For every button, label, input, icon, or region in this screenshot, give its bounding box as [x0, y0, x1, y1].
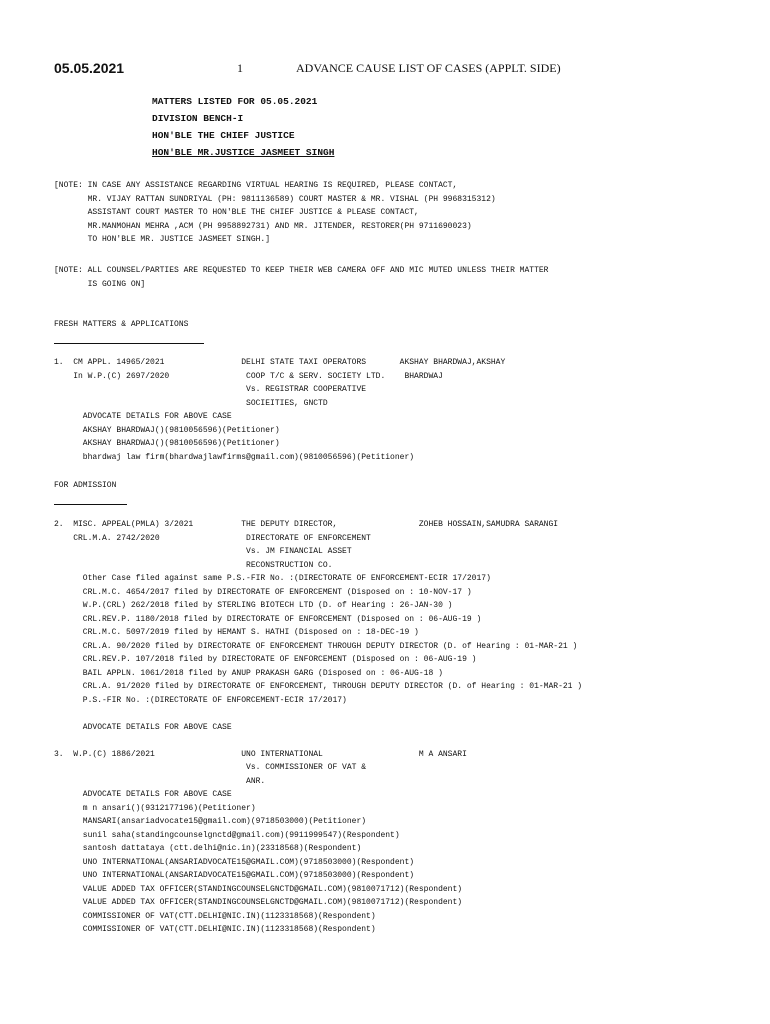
advocate-line: santosh dattataya (ctt.delhi@nic.in)(23318568)(Respondent) [54, 844, 362, 853]
advocate-heading: ADVOCATE DETAILS FOR ABOVE CASE [54, 723, 232, 732]
advocate-line: COMMISSIONER OF VAT(CTT.DELHI@NIC.IN)(1123318568)(Respondent) [54, 925, 376, 934]
section-divider [54, 504, 127, 505]
list-date: 05.05.2021 [54, 60, 125, 76]
case-line: Vs. COMMISSIONER OF VAT & [54, 763, 367, 772]
section-heading-admission: FOR ADMISSION [54, 481, 117, 490]
case-line: SOCIEITIES, GNCTD [54, 399, 328, 408]
advocate-line: COMMISSIONER OF VAT(CTT.DELHI@NIC.IN)(1123318568)(Respondent) [54, 912, 376, 921]
note-line: [NOTE: ALL COUNSEL/PARTIES ARE REQUESTED TO KEEP THEIR WEB CAMERA OFF AND MIC MUTED UNLESS THEIR MATTER [54, 266, 549, 275]
case-line: RECONSTRUCTION CO. [54, 561, 333, 570]
section-heading-fresh: FRESH MATTERS & APPLICATIONS [54, 320, 189, 329]
judge-chief-justice: HON'BLE THE CHIEF JUSTICE [152, 130, 295, 141]
case-line: In W.P.(C) 2697/2020 COOP T/C & SERV. SOCIETY LTD. BHARDWAJ [54, 372, 443, 381]
advocate-line: AKSHAY BHARDWAJ()(9810056596)(Petitioner) [54, 439, 280, 448]
case-line: CRL.M.A. 2742/2020 DIRECTORATE OF ENFORCEMENT [54, 534, 371, 543]
case-line: 1. CM APPL. 14965/2021 DELHI STATE TAXI OPERATORS AKSHAY BHARDWAJ,AKSHAY [54, 358, 506, 367]
case-line: Vs. REGISTRAR COOPERATIVE [54, 385, 367, 394]
division-bench: DIVISION BENCH-I [152, 113, 244, 124]
case-line: ANR. [54, 777, 266, 786]
note-line: IS GOING ON] [54, 280, 146, 289]
note-line: TO HON'BLE MR. JUSTICE JASMEET SINGH.] [54, 235, 271, 244]
case-line: 2. MISC. APPEAL(PMLA) 3/2021 THE DEPUTY DIRECTOR, ZOHEB HOSSAIN,SAMUDRA SARANGI [54, 520, 559, 529]
advocate-line: MANSARI(ansariadvocate15@gmail.com)(9718503000)(Petitioner) [54, 817, 367, 826]
advocate-line: ADVOCATE DETAILS FOR ABOVE CASE [54, 790, 232, 799]
related-case-line: BAIL APPLN. 1061/2018 filed by ANUP PRAKASH GARG (Disposed on : 06-AUG-18 ) [54, 669, 443, 678]
note-line: MR.MANMOHAN MEHRA ,ACM (PH 9958892731) AND MR. JITENDER, RESTORER(PH 9711690023) [54, 222, 472, 231]
matters-listed: MATTERS LISTED FOR 05.05.2021 [152, 96, 318, 107]
page-number: 1 [237, 61, 243, 75]
related-case-line: CRL.M.C. 5097/2019 filed by HEMANT S. HATHI (Disposed on : 18-DEC-19 ) [54, 628, 419, 637]
page-header [0, 60, 770, 80]
document-title: ADVANCE CAUSE LIST OF CASES (APPLT. SIDE) [296, 61, 561, 75]
note-line: MR. VIJAY RATTAN SUNDRIYAL (PH: 9811136589) COURT MASTER & MR. VISHAL (PH 9968315312) [54, 195, 496, 204]
related-case-line: Other Case filed against same P.S.-FIR No. :(DIRECTORATE OF ENFORCEMENT-ECIR 17/2017) [54, 574, 491, 583]
note-line: [NOTE: IN CASE ANY ASSISTANCE REGARDING VIRTUAL HEARING IS REQUIRED, PLEASE CONTACT, [54, 181, 458, 190]
case-line: 3. W.P.(C) 1886/2021 UNO INTERNATIONAL M A ANSARI [54, 750, 467, 759]
advocate-line: UNO INTERNATIONAL(ANSARIADVOCATE15@GMAIL.COM)(9718503000)(Respondent) [54, 858, 415, 867]
related-case-line: CRL.M.C. 4654/2017 filed by DIRECTORATE OF ENFORCEMENT (Disposed on : 10-NOV-17 ) [54, 588, 472, 597]
related-case-line: P.S.-FIR No. :(DIRECTORATE OF ENFORCEMENT-ECIR 17/2017) [54, 696, 347, 705]
related-case-line: CRL.A. 91/2020 filed by DIRECTORATE OF ENFORCEMENT, THROUGH DEPUTY DIRECTOR (D. of Hearing : 01-MAR-21 ) [54, 682, 583, 691]
advocate-line: m n ansari()(9312177196)(Petitioner) [54, 804, 256, 813]
related-case-line: CRL.REV.P. 1180/2018 filed by DIRECTORATE OF ENFORCEMENT (Disposed on : 06-AUG-19 ) [54, 615, 482, 624]
related-case-line: CRL.REV.P. 107/2018 filed by DIRECTORATE OF ENFORCEMENT (Disposed on : 06-AUG-19 ) [54, 655, 477, 664]
section-divider [54, 343, 204, 344]
note-line: ASSISTANT COURT MASTER TO HON'BLE THE CHIEF JUSTICE & PLEASE CONTACT, [54, 208, 419, 217]
case-line: Vs. JM FINANCIAL ASSET [54, 547, 352, 556]
advocate-line: UNO INTERNATIONAL(ANSARIADVOCATE15@GMAIL.COM)(9718503000)(Respondent) [54, 871, 415, 880]
related-case-line: W.P.(CRL) 262/2018 filed by STERLING BIOTECH LTD (D. of Hearing : 26-JAN-30 ) [54, 601, 453, 610]
advocate-line: bhardwaj law firm(bhardwajlawfirms@gmail.com)(9810056596)(Petitioner) [54, 453, 415, 462]
advocate-line: AKSHAY BHARDWAJ()(9810056596)(Petitioner) [54, 426, 280, 435]
judge-jasmeet-singh: HON'BLE MR.JUSTICE JASMEET SINGH [152, 147, 335, 158]
advocate-line: VALUE ADDED TAX OFFICER(STANDINGCOUNSELGNCTD@GMAIL.COM)(9810071712)(Respondent) [54, 898, 463, 907]
advocate-line: ADVOCATE DETAILS FOR ABOVE CASE [54, 412, 232, 421]
advocate-line: VALUE ADDED TAX OFFICER(STANDINGCOUNSELGNCTD@GMAIL.COM)(9810071712)(Respondent) [54, 885, 463, 894]
advocate-line: sunil saha(standingcounselgnctd@gmail.com)(9911999547)(Respondent) [54, 831, 400, 840]
related-case-line: CRL.A. 90/2020 filed by DIRECTORATE OF ENFORCEMENT THROUGH DEPUTY DIRECTOR (D. of Hearing : 01-MAR-21 ) [54, 642, 578, 651]
